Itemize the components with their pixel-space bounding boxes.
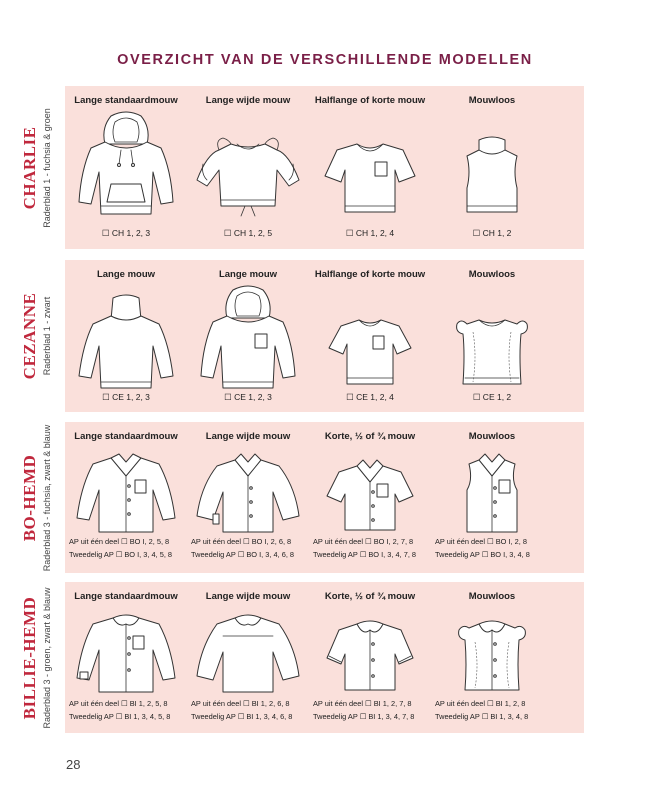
garment-card: [431, 582, 553, 733]
pattern-reference-two-piece: Tweedelig AP ☐ BI 1, 3, 4, 8: [435, 712, 529, 721]
crop-top-drawing: [193, 110, 303, 220]
shirt-drawing: [315, 606, 425, 696]
shirt-drawing: [193, 606, 303, 696]
garment-card: [65, 582, 187, 733]
model-name: CEZANNE: [20, 292, 39, 380]
page-number: 28: [66, 757, 81, 772]
garment-label: Korte, ½ of ¾ mouw: [324, 431, 416, 442]
pattern-reference-one-piece: AP uit één deel ☐ BI 1, 2, 8: [435, 699, 526, 708]
pattern-reference-one-piece: AP uit één deel ☐ BO I, 2, 5, 8: [69, 537, 170, 546]
turtleneck-drawing: [71, 284, 181, 394]
garment-label: Mouwloos: [468, 431, 516, 442]
garment-card: [431, 260, 553, 412]
model-side-label: [0, 86, 60, 249]
model-side-label: [0, 260, 60, 412]
garment-card: [309, 582, 431, 733]
tshirt-drawing: [315, 284, 425, 394]
garment-label: Mouwloos: [468, 269, 516, 280]
model-name: CHARLIE: [20, 126, 39, 209]
pattern-reference-one-piece: AP uit één deel ☐ BI 1, 2, 6, 8: [191, 699, 290, 708]
garment-card: [309, 86, 431, 249]
model-side-label: [0, 582, 60, 733]
garment-card: [65, 422, 187, 573]
garment-label: Korte, ½ of ¾ mouw: [324, 591, 416, 602]
garment-label: Mouwloos: [468, 95, 516, 106]
garment-card: [309, 260, 431, 412]
pattern-reference-one-piece: AP uit één deel ☐ BO I, 2, 8: [435, 537, 527, 546]
model-side-label: [0, 422, 60, 573]
hoodie-drawing: [193, 284, 303, 394]
garment-card: [187, 422, 309, 573]
model-name: BO-HEMD: [20, 454, 39, 541]
pattern-reference-two-piece: Tweedelig AP ☐ BO I, 3, 4, 5, 8: [69, 550, 173, 559]
model-sheet: Raderblad 1 - zwart: [42, 296, 52, 376]
page-title: OVERZICHT VAN DE VERSCHILLENDE MODELLEN: [117, 52, 533, 68]
pattern-reference-two-piece: Tweedelig AP ☐ BI 1, 3, 4, 6, 8: [191, 712, 293, 721]
model-name: BILLIE-HEMD: [20, 596, 39, 719]
garment-card: [431, 422, 553, 573]
garment-label: Lange wijde mouw: [205, 95, 291, 106]
shirt-drawing: [193, 446, 303, 536]
pattern-reference-two-piece: Tweedelig AP ☐ BO I, 3, 4, 8: [435, 550, 530, 559]
pattern-reference-one-piece: AP uit één deel ☐ BI 1, 2, 7, 8: [313, 699, 412, 708]
pattern-reference-one-piece: AP uit één deel ☐ BO I, 2, 7, 8: [313, 537, 414, 546]
shirt-drawing: [437, 446, 547, 536]
pattern-reference: ☐ CE 1, 2, 4: [346, 392, 394, 402]
pattern-reference: ☐ CH 1, 2, 4: [345, 228, 395, 238]
garment-card: [187, 582, 309, 733]
pattern-reference: ☐ CH 1, 2, 3: [101, 228, 151, 238]
garment-label: Lange standaardmouw: [74, 591, 178, 602]
pattern-reference-one-piece: AP uit één deel ☐ BO I, 2, 6, 8: [191, 537, 292, 546]
pattern-reference: ☐ CE 1, 2, 3: [102, 392, 150, 402]
garment-label: Lange standaardmouw: [74, 431, 178, 442]
pattern-reference-two-piece: Tweedelig AP ☐ BO I, 3, 4, 7, 8: [313, 550, 417, 559]
garment-label: Mouwloos: [468, 591, 516, 602]
garment-card: [431, 86, 553, 249]
shirt-drawing: [315, 446, 425, 536]
shirt-drawing: [71, 446, 181, 536]
vest-drawing: [437, 110, 547, 220]
hoodie-drawing: [71, 110, 181, 220]
garment-label: Lange wijde mouw: [205, 591, 291, 602]
pattern-reference: ☐ CH 1, 2: [472, 228, 512, 238]
garment-card: [65, 260, 187, 412]
pattern-reference: ☐ CE 1, 2: [472, 392, 512, 402]
garment-card: [65, 86, 187, 249]
pattern-reference-two-piece: Tweedelig AP ☐ BO I, 3, 4, 6, 8: [191, 550, 295, 559]
model-sheet: Raderblad 1 - fuchsia & groen: [42, 107, 52, 228]
garment-label: Lange mouw: [218, 269, 278, 280]
pattern-reference: ☐ CH 1, 2, 5: [223, 228, 273, 238]
pattern-reference-two-piece: Tweedelig AP ☐ BI 1, 3, 4, 5, 8: [69, 712, 171, 721]
garment-label: Halflange of korte mouw: [314, 95, 426, 106]
garment-card: [309, 422, 431, 573]
model-sheet: Raderblad 3 - groen, zwart & blauw: [42, 586, 52, 729]
garment-label: Halflange of korte mouw: [314, 269, 426, 280]
vest-drawing: [437, 284, 547, 394]
garment-label: Lange mouw: [96, 269, 156, 280]
garment-card: [187, 86, 309, 249]
pattern-reference: ☐ CE 1, 2, 3: [224, 392, 272, 402]
garment-label: Lange standaardmouw: [74, 95, 178, 106]
tshirt-drawing: [315, 110, 425, 220]
garment-label: Lange wijde mouw: [205, 431, 291, 442]
pattern-reference-two-piece: Tweedelig AP ☐ BI 1, 3, 4, 7, 8: [313, 712, 415, 721]
model-sheet: Raderblad 3 - fuchsia, zwart & blauw: [42, 424, 52, 571]
shirt-drawing: [71, 606, 181, 696]
pattern-reference-one-piece: AP uit één deel ☐ BI 1, 2, 5, 8: [69, 699, 168, 708]
shirt-drawing: [437, 606, 547, 696]
garment-card: [187, 260, 309, 412]
